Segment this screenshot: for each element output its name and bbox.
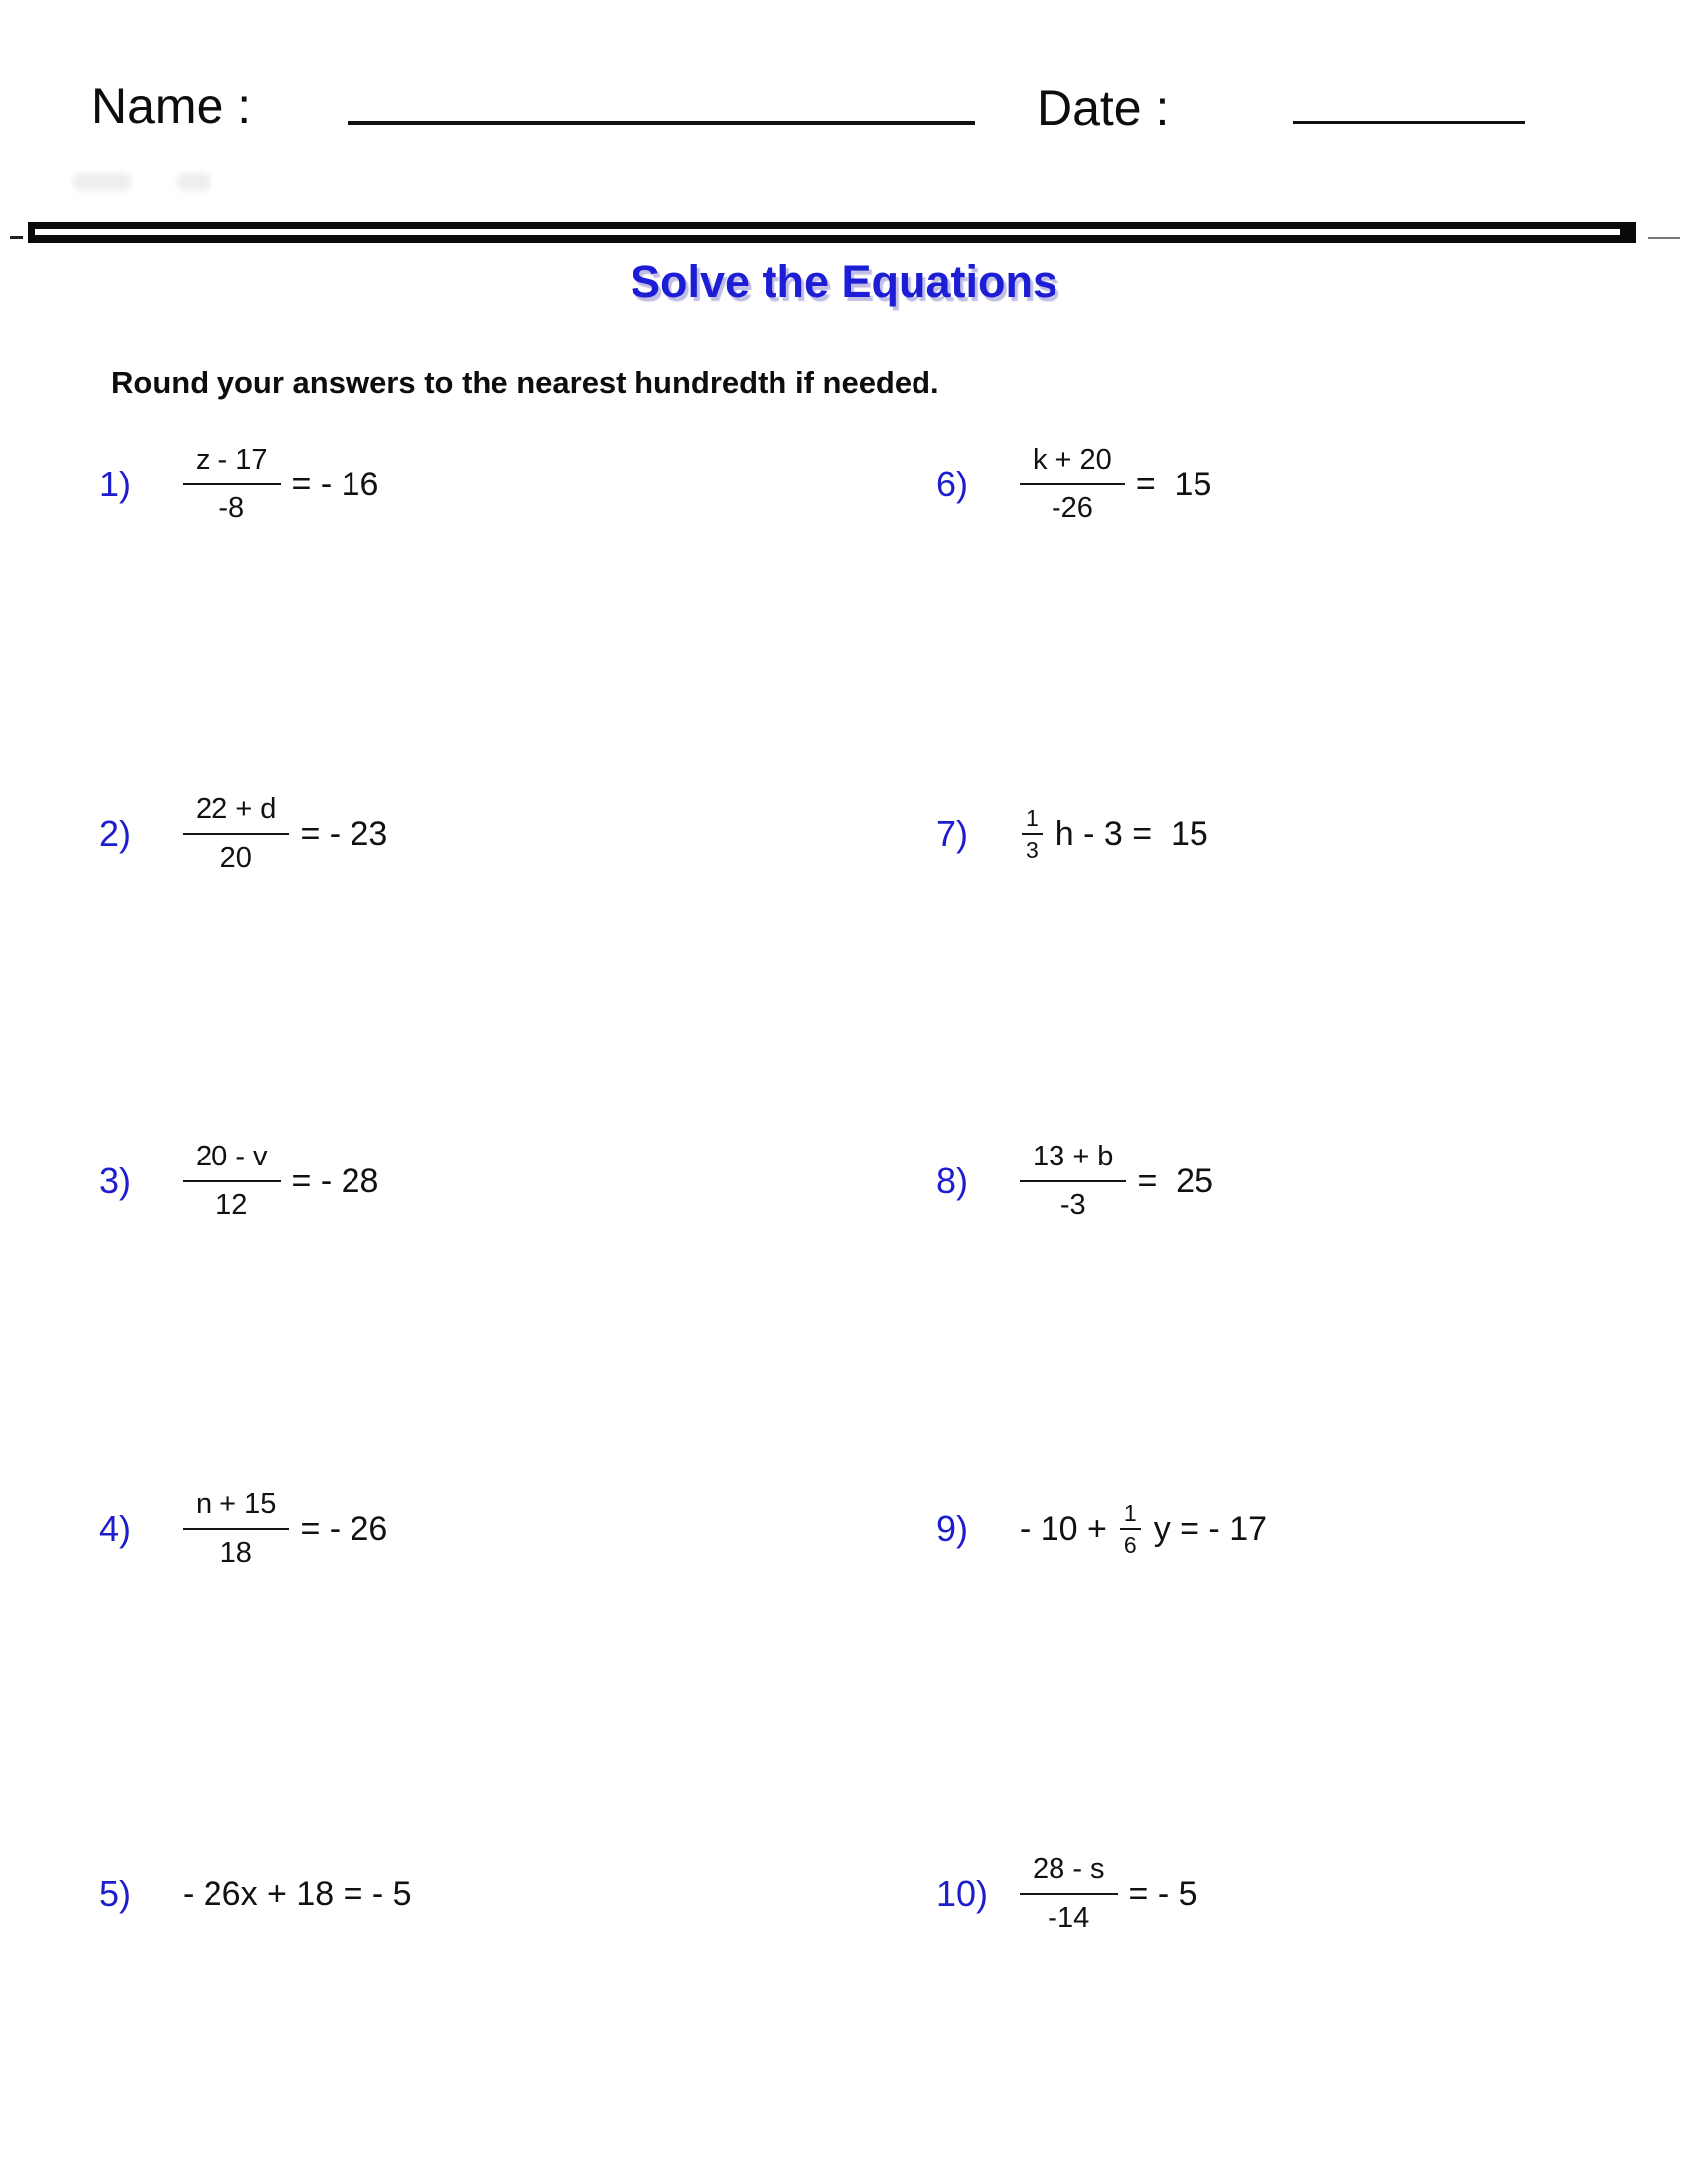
equation	[183, 793, 387, 875]
problem-number: 2)	[99, 813, 132, 854]
equation-text: = - 26	[300, 1509, 388, 1548]
problem-2	[99, 759, 387, 908]
problem-4	[99, 1454, 387, 1603]
equation-text: = - 28	[291, 1161, 379, 1200]
name-label: Name :	[91, 78, 252, 134]
fraction	[183, 1488, 289, 1570]
fraction-denominator: -3	[1020, 1180, 1126, 1222]
equation-text: = - 5	[1128, 1874, 1197, 1913]
equation-text: = 15	[1135, 465, 1212, 503]
fraction-denominator: -26	[1020, 483, 1125, 525]
equation	[1020, 1853, 1197, 1935]
fraction	[1020, 444, 1125, 525]
problem-number: 7)	[936, 813, 969, 854]
equation-text: - 10 +	[1020, 1509, 1107, 1548]
equation	[183, 1141, 378, 1222]
double-rule-divider	[28, 222, 1636, 243]
instruction-text: Round your answers to the nearest hundredth if needed.	[111, 365, 939, 400]
fraction-denominator: 20	[183, 833, 289, 875]
fraction-numerator: 22 + d	[196, 793, 277, 825]
problem-number: 10)	[936, 1873, 989, 1914]
problem-8	[936, 1107, 1213, 1256]
fraction	[183, 793, 289, 875]
fraction-denominator: 18	[183, 1528, 289, 1570]
fraction	[183, 444, 281, 525]
scan-artifact	[177, 173, 211, 191]
fraction-denominator: -8	[183, 483, 281, 525]
fraction-denominator: -14	[1020, 1893, 1118, 1935]
scan-artifact	[73, 173, 131, 191]
fraction	[1020, 1141, 1126, 1222]
problem-6	[936, 410, 1211, 559]
problem-number: 4)	[99, 1508, 132, 1549]
fraction-numerator: 1	[1026, 804, 1039, 831]
problem-number: 8)	[936, 1160, 969, 1201]
date-fill-line	[1293, 121, 1525, 124]
problem-number: 1)	[99, 464, 132, 504]
fraction-numerator: 28 - s	[1033, 1853, 1105, 1885]
equation-text: - 26x + 18 = - 5	[183, 1874, 412, 1913]
problem-number: 3)	[99, 1160, 132, 1201]
equation	[183, 1488, 387, 1570]
date-label: Date :	[1037, 80, 1170, 136]
problem-number: 9)	[936, 1508, 969, 1549]
name-fill-line	[348, 121, 975, 125]
small-fraction	[1120, 1501, 1141, 1557]
equation	[183, 1875, 412, 1914]
left-edge-dash	[10, 236, 23, 239]
problem-10	[936, 1820, 1197, 1969]
small-fraction	[1022, 806, 1043, 862]
fraction-numerator: n + 15	[196, 1488, 277, 1520]
equation-text: y = - 17	[1153, 1509, 1268, 1548]
fraction-numerator: 1	[1123, 1499, 1137, 1526]
problem-number: 6)	[936, 464, 969, 504]
fraction-denominator: 3	[1022, 833, 1043, 862]
fraction-denominator: 12	[183, 1180, 281, 1222]
equation-text: h - 3 = 15	[1055, 814, 1208, 853]
fraction	[1020, 1853, 1118, 1935]
fraction-numerator: k + 20	[1033, 444, 1112, 476]
equation-text: = - 16	[291, 465, 379, 503]
page-title: Solve the Equations	[630, 256, 1058, 307]
equation	[1020, 1141, 1213, 1222]
equation	[1020, 806, 1208, 862]
equation-text: = 25	[1137, 1161, 1214, 1200]
fraction-numerator: 13 + b	[1033, 1141, 1114, 1172]
problem-9	[936, 1454, 1267, 1603]
equation-text: = - 23	[300, 814, 388, 853]
fraction	[183, 1141, 281, 1222]
fraction-numerator: 20 - v	[196, 1141, 268, 1172]
problem-5	[99, 1820, 412, 1969]
fraction-numerator: z - 17	[196, 444, 268, 476]
equation	[1020, 444, 1211, 525]
problem-1	[99, 410, 378, 559]
equation	[1020, 1501, 1267, 1557]
problem-number: 5)	[99, 1873, 132, 1914]
equation	[183, 444, 378, 525]
problem-7	[936, 759, 1208, 908]
right-edge-dash	[1648, 237, 1680, 239]
fraction-denominator: 6	[1120, 1528, 1141, 1557]
problem-3	[99, 1107, 378, 1256]
